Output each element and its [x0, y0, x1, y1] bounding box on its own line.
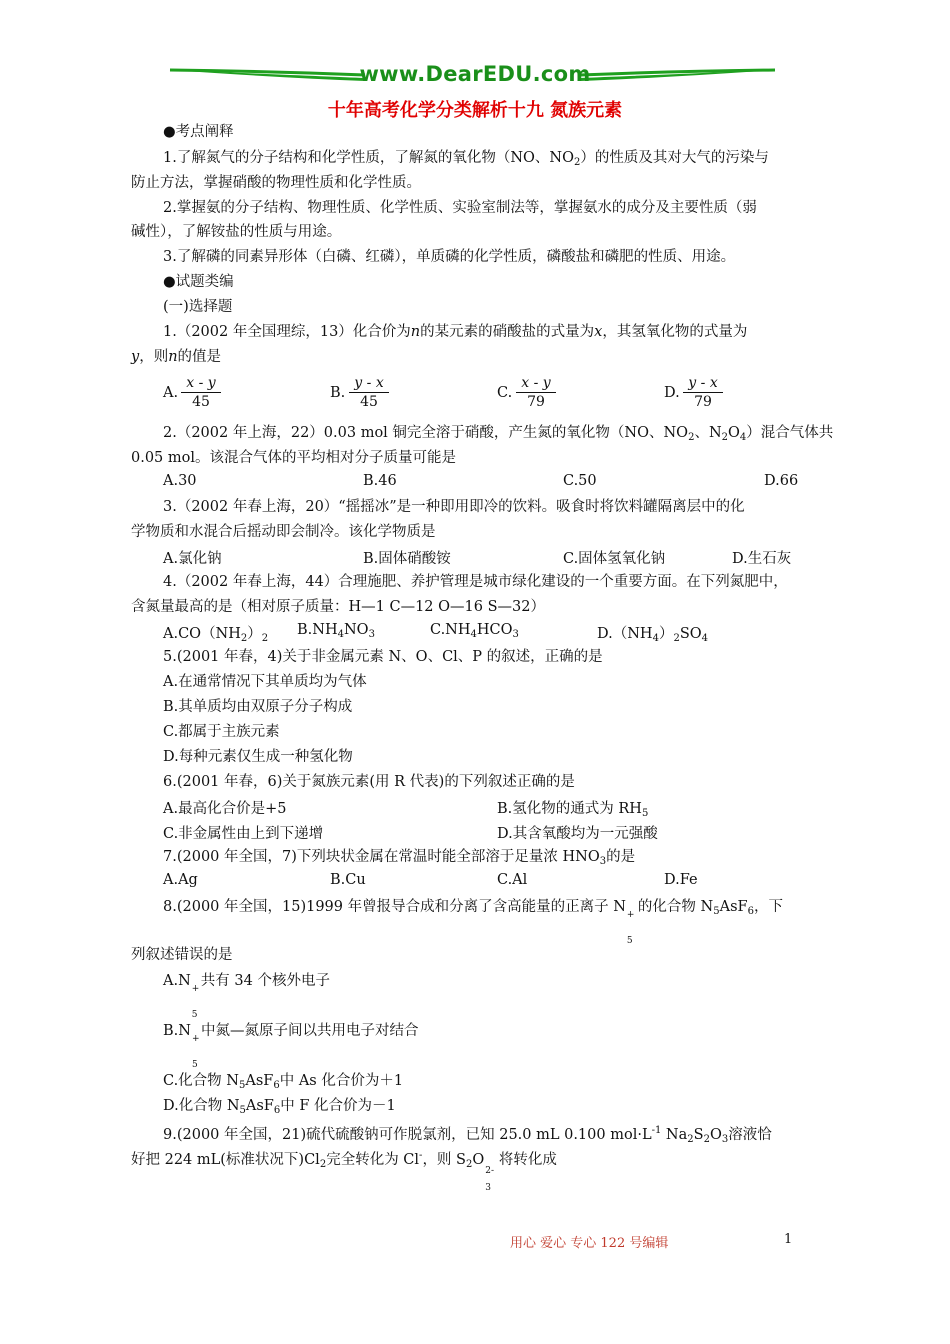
q5-option-a: A.在通常情况下其单质均为气体	[163, 674, 367, 690]
q5-option-c: C.都属于主族元素	[163, 724, 280, 740]
q2-option-b: B.46	[363, 473, 397, 489]
q7-option-b: B.Cu	[330, 872, 366, 888]
point-3: 3.了解磷的同素异形体（白磷、红磷），单质磷的化学性质，磷酸盐和磷肥的性质、用途。	[163, 249, 736, 265]
q3-line-2: 学物质和水混合后摇动即会制冷。该化学物质是	[131, 524, 436, 540]
q8-line-1: 8.(2000 年全国，15)1999 年曾报导合成和分离了含高能量的正离子 N + 5 的化合物 $N_5AsF_6$，下	[163, 899, 783, 946]
point-2-line-1: 2.掌握氨的分子结构、物理性质、化学性质、实验室制法等，掌握氨水的成分及主要性质（弱	[163, 200, 757, 216]
q1-option-c-label: C.	[497, 385, 513, 401]
footer-text: 用心 爱心 专心 122 号编辑	[510, 1236, 669, 1251]
q1-option-c-fraction: $\frac{x - y}{79}$	[516, 375, 556, 410]
point-1-line-1: 1.了解氮气的分子结构和化学性质，了解氮的氧化物（NO、$NO_2$）的性质及其对大气的污染与	[163, 150, 769, 168]
q4-option-b: $B.NH_4NO_3$	[297, 622, 375, 640]
q2-option-c: C.50	[563, 473, 597, 489]
q1-line-1: 1.（2002 年全国理综，13）化合价为n的某元素的硝酸盐的式量为x，其氢氧化物的式量为	[163, 324, 748, 340]
q6-option-d: D.其含氧酸均为一元强酸	[497, 826, 658, 842]
q5-option-d: D.每种元素仅生成一种氢化物	[163, 749, 353, 765]
q5-stem: 5.(2001 年春，4)关于非金属元素 N、O、Cl、P 的叙述，正确的是	[163, 649, 603, 665]
q7-option-c: C.Al	[497, 872, 528, 888]
q3-option-d: D.生石灰	[732, 551, 792, 567]
q1-option-b-label: B.	[330, 385, 346, 401]
q3-option-c: C.固体氢氧化钠	[563, 551, 666, 567]
q1-option-b-fraction: $\frac{y - x}{45}$	[349, 375, 389, 410]
page-title: 十年高考化学分类解析十九 氮族元素	[327, 100, 623, 121]
q6-stem: 6.(2001 年春，6)关于氮族元素(用 R 代表)的下列叙述正确的是	[163, 774, 575, 790]
page-number: 1	[784, 1232, 793, 1247]
q4-option-c: $C.NH_4HCO_3$	[430, 622, 519, 640]
q6-option-a: A.最高化合价是+5	[163, 801, 287, 817]
q8-option-b: B.N + 5 中氮—氮原子间以共用电子对结合	[163, 1023, 419, 1070]
q6-option-c: C.非金属性由上到下递增	[163, 826, 324, 842]
section-heading-questions: ●试题类编	[163, 274, 234, 290]
q7-option-a: A.Ag	[163, 872, 198, 888]
q2-option-d: D.66	[764, 473, 799, 489]
q3-option-b: B.固体硝酸铵	[363, 551, 451, 567]
q8-line-2: 列叙述错误的是	[131, 947, 233, 963]
q5-option-b: B.其单质均由双原子分子构成	[163, 699, 353, 715]
q9-line-1: 9.(2000 年全国，21)硫代硫酸钠可作脱氯剂，已知 25.0 mL 0.100 $mol\cdot L^{-1}$ $Na_2S_2O_3$溶液恰	[163, 1125, 772, 1145]
q4-option-d: $D.(NH_4)_2SO_4$	[597, 626, 709, 644]
q4-line-1: 4.（2002 年春上海，44）合理施肥、养护管理是城市绿化建设的一个重要方面。在下列氮肥中，	[163, 574, 788, 590]
q8-option-a: A.N + 5 共有 34 个核外电子	[163, 973, 330, 1020]
q8-option-d: D.化合物 $N_5AsF_6$中 F 化合价为－1	[163, 1098, 396, 1116]
site-logo	[0, 62, 950, 86]
q3-option-a: A.氯化钠	[163, 551, 222, 567]
q2-line-2: 0.05 mol。该混合气体的平均相对分子质量可能是	[131, 450, 457, 466]
q1-option-d-label: D.	[664, 385, 680, 401]
q8-option-c: C.化合物 $N_5AsF_6$中 As 化合价为＋1	[163, 1073, 404, 1091]
q1-option-a-label: A.	[163, 385, 179, 401]
q7-stem: 7.(2000 年全国，7)下列块状金属在常温时能全部溶于足量浓 $HNO_3$的是	[163, 849, 636, 867]
q2-line-1: 2.（2002 年上海，22）0.03 mol 铜完全溶于硝酸，产生氮的氧化物（NO、$NO_2$、$N_2O_4$）混合气体共	[163, 425, 834, 443]
q2-option-a: A.30	[163, 473, 197, 489]
q6-option-b: B.氢化物的通式为 $RH_5$	[497, 801, 649, 819]
point-2-line-2: 碱性），了解铵盐的性质与用途。	[131, 224, 342, 240]
q1-option-a-fraction: $\frac{x - y}{45}$	[181, 375, 221, 410]
q1-option-d-fraction: $\frac{y - x}{79}$	[683, 375, 723, 410]
q9-line-2: 好把 224 mL(标准状况下)$Cl_2$完全转化为 Cl-，则 $S_2O$ 2- 3 将转化成	[131, 1150, 557, 1193]
q4-option-a: $A.CO(NH_2)_2$	[163, 626, 269, 644]
q3-line-1: 3.（2002 年春上海，20）“摇摇冰”是一种即用即冷的饮料。吸食时将饮料罐隔离层中的化	[163, 499, 745, 515]
section-heading-key-points: ●考点阐释	[163, 124, 234, 140]
q1-line-2: y，则n的值是	[131, 349, 222, 365]
q4-line-2: 含氮量最高的是（相对原子质量：H—1 C—12 O—16 S—32）	[131, 599, 545, 615]
point-1-line-2: 防止方法，掌握硝酸的物理性质和化学性质。	[131, 175, 421, 191]
site-name: www.DearEDU.com	[359, 62, 591, 86]
q7-option-d: D.Fe	[664, 872, 698, 888]
subsection-multiple-choice: (一)选择题	[163, 299, 233, 315]
